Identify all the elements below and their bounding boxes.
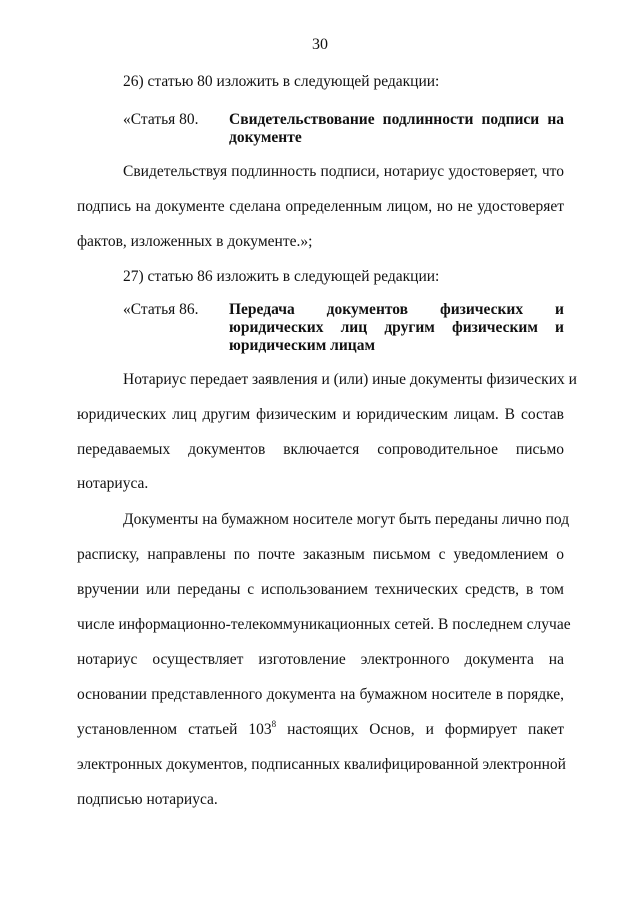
article-86-title-line: Передача документов физических и — [229, 301, 564, 318]
article-80-heading — [123, 110, 564, 148]
item-27-intro: 27) статью 86 изложить в следующей редакции: — [123, 268, 440, 285]
paragraph-line: нотариуса. — [77, 475, 149, 492]
paragraph-line: нотариус осуществляет изготовление электронного документа на — [77, 651, 564, 668]
paragraph-line: электронных документов, подписанных квалифицированной электронной — [77, 756, 566, 773]
article-80-title — [229, 111, 564, 147]
article-86-title-line: юридическим лицам — [229, 337, 376, 354]
paragraph-line-with-footnote — [77, 720, 564, 740]
paragraph-line: подпись на документе сделана определенным лицом, но не удостоверяет — [77, 198, 564, 215]
paragraph-line: вручении или переданы с использованием технических средств, в том — [77, 581, 564, 598]
page-number: 30 — [312, 36, 328, 53]
text-before-footnote: установленном статьей 103 — [77, 721, 272, 738]
paragraph-line: расписку, направлены по почте заказным письмом с уведомлением о — [77, 546, 564, 563]
article-80-title-line: документе — [229, 129, 302, 146]
paragraph-line: числе информационно-телекоммуникационных сетей. В последнем случае — [77, 616, 571, 633]
text-after-footnote: настоящих Основ, и формирует пакет — [276, 721, 564, 738]
paragraph-line: основании представленного документа на бумажном носителе в порядке, — [77, 686, 564, 703]
item-26-intro: 26) статью 80 изложить в следующей редакции: — [123, 73, 440, 90]
footnote-superscript: 8 — [271, 719, 277, 729]
article-80-label: «Статья 80. — [123, 111, 199, 128]
paragraph-line: подписью нотариуса. — [77, 791, 218, 808]
paragraph-line: Документы на бумажном носителе могут быть переданы лично под — [123, 511, 570, 528]
article-86-heading — [123, 300, 564, 356]
article-86-title — [229, 301, 564, 355]
paragraph-line: Нотариус передает заявления и (или) иные документы физических и — [123, 371, 577, 388]
paragraph-line: юридических лиц другим физическим и юридическим лицам. В состав — [77, 406, 564, 423]
paragraph-line: фактов, изложенных в документе.»; — [77, 233, 313, 250]
paragraph-line: передаваемых документов включается сопроводительное письмо — [77, 441, 564, 458]
paragraph-line: Свидетельствуя подлинность подписи, нотариус удостоверяет, что — [123, 163, 564, 180]
article-80-title-line: Свидетельствование подлинности подписи на — [229, 111, 564, 128]
article-86-label: «Статья 86. — [123, 301, 199, 318]
article-86-title-line: юридических лиц другим физическим и — [229, 319, 564, 336]
